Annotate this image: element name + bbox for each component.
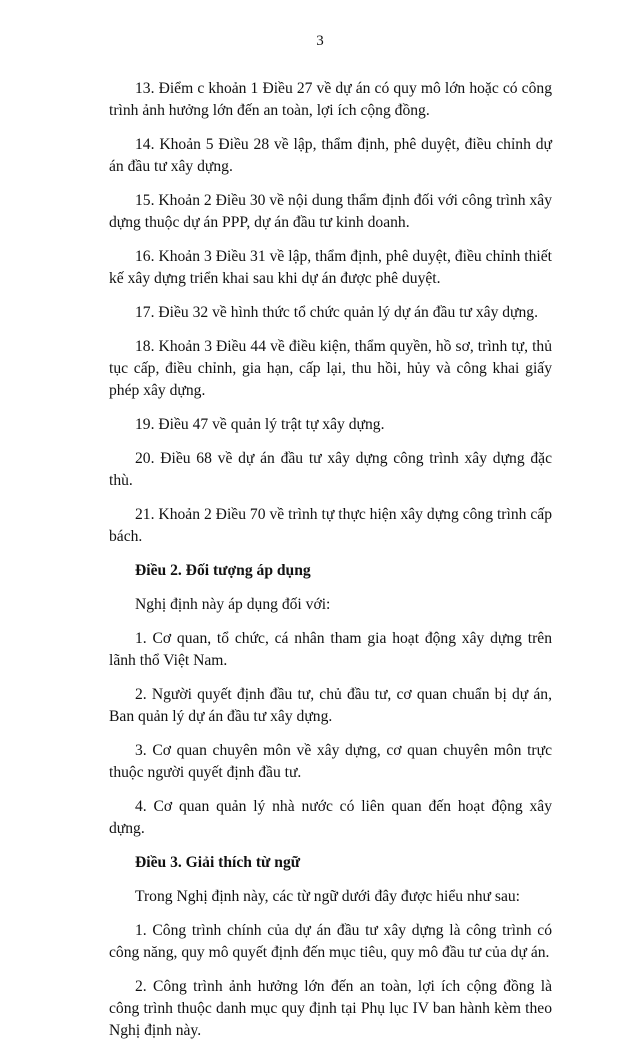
clause-17: 17. Điều 32 về hình thức tổ chức quản lý dự án đầu tư xây dựng. [135,304,539,321]
article-2-item-3: 3. Cơ quan chuyên môn về xây dựng, cơ quan chuyên môn trực thuộc người quyết định đầu tư. [109,742,552,781]
article-3-intro: Trong Nghị định này, các từ ngữ dưới đây được hiểu như sau: [135,888,521,905]
clause-15: 15. Khoản 2 Điều 30 về nội dung thẩm định đối với công trình xây dựng thuộc dự án PPP, dự án đầu tư kinh doanh. [109,192,552,231]
document-body [109,78,552,1054]
article-2-item-1: 1. Cơ quan, tổ chức, cá nhân tham gia hoạt động xây dựng trên lãnh thổ Việt Nam. [109,630,552,669]
article-2-heading: Điều 2. Đối tượng áp dụng [135,562,311,579]
clause-14: 14. Khoản 5 Điều 28 về lập, thẩm định, phê duyệt, điều chỉnh dự án đầu tư xây dựng. [109,136,552,175]
clause-18: 18. Khoản 3 Điều 44 về điều kiện, thẩm quyền, hồ sơ, trình tự, thủ tục cấp, điều chỉnh, gia hạn, cấp lại, thu hồi, hủy và công khai giấy phép xây dựng. [109,338,552,399]
page-number: 3 [316,33,324,49]
clause-16: 16. Khoản 3 Điều 31 về lập, thẩm định, phê duyệt, điều chỉnh thiết kế xây dựng triển khai sau khi dự án được phê duyệt. [109,248,552,287]
article-2-item-2: 2. Người quyết định đầu tư, chủ đầu tư, cơ quan chuẩn bị dự án, Ban quản lý dự án đầu tư xây dựng. [109,686,552,725]
clause-20: 20. Điều 68 về dự án đầu tư xây dựng công trình xây dựng đặc thù. [109,450,552,489]
article-3-item-2: 2. Công trình ảnh hưởng lớn đến an toàn, lợi ích cộng đồng là công trình thuộc danh mục quy định tại Phụ lục IV ban hành kèm theo Nghị định này. [109,978,552,1039]
article-3-item-1: 1. Công trình chính của dự án đầu tư xây dựng là công trình có công năng, quy mô quyết định đến mục tiêu, quy mô đầu tư của dự án. [109,922,552,961]
article-2-item-4: 4. Cơ quan quản lý nhà nước có liên quan đến hoạt động xây dựng. [109,798,552,837]
clause-13: 13. Điểm c khoản 1 Điều 27 về dự án có quy mô lớn hoặc có công trình ảnh hưởng lớn đến an toàn, lợi ích cộng đồng. [109,80,552,119]
article-3-heading: Điều 3. Giải thích từ ngữ [135,854,301,871]
clause-19: 19. Điều 47 về quản lý trật tự xây dựng. [135,416,385,433]
article-2-intro: Nghị định này áp dụng đối với: [135,596,331,613]
clause-21: 21. Khoản 2 Điều 70 về trình tự thực hiện xây dựng công trình cấp bách. [109,506,552,545]
